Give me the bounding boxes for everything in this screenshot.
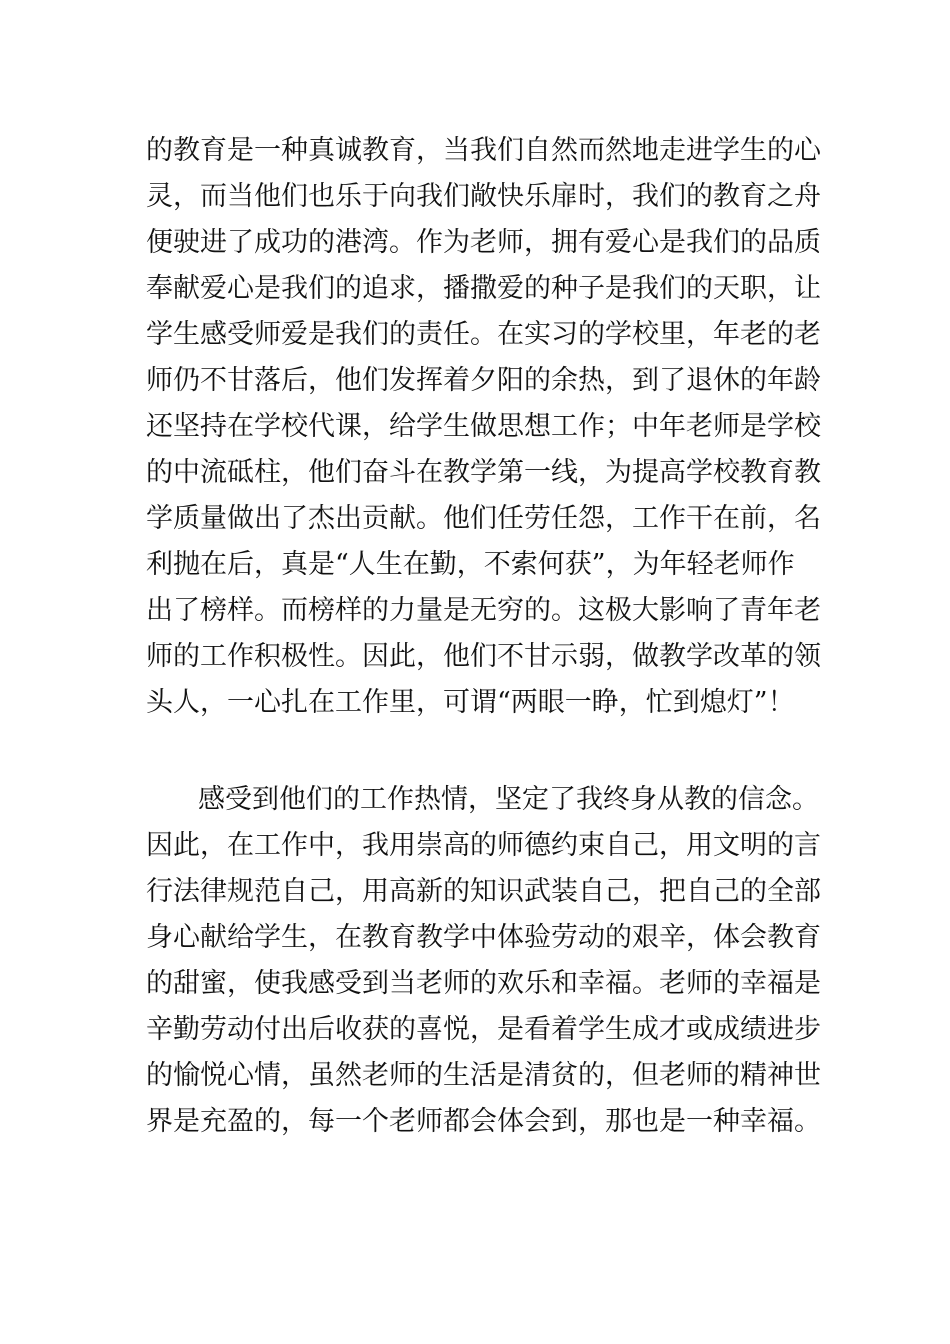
paragraph-line: 利抛在后，真是“人生在勤，不索何获”，为年轻老师作 xyxy=(146,549,795,580)
paragraph-line: 奉献爱心是我们的追求，播撒爱的种子是我们的天职，让 xyxy=(146,273,821,304)
paragraph-line: 因此，在工作中，我用崇高的师德约束自己，用文明的言 xyxy=(146,830,821,861)
paragraph-line: 头人，一心扎在工作里，可谓“两眼一睁，忙到熄灯”！ xyxy=(146,687,795,718)
paragraph-line: 师的工作积极性。因此，他们不甘示弱，做教学改革的领 xyxy=(146,641,821,672)
paragraph-line: 界是充盈的，每一个老师都会体会到，那也是一种幸福。 xyxy=(146,1106,821,1137)
paragraph-line: 师仍不甘落后，他们发挥着夕阳的余热，到了退休的年龄 xyxy=(146,365,821,396)
paragraph-line: 学质量做出了杰出贡献。他们任劳任怨，工作干在前，名 xyxy=(146,503,821,534)
paragraph-line: 还坚持在学校代课，给学生做思想工作；中年老师是学校 xyxy=(146,411,821,442)
paragraph-line: 出了榜样。而榜样的力量是无穷的。这极大影响了青年老 xyxy=(146,595,821,626)
paragraph-line: 的中流砥柱，他们奋斗在教学第一线，为提高学校教育教 xyxy=(146,457,821,488)
paragraph-line: 便驶进了成功的港湾。作为老师，拥有爱心是我们的品质 xyxy=(146,227,821,258)
paragraph-line: 身心献给学生，在教育教学中体验劳动的艰辛，体会教育 xyxy=(146,922,821,953)
paragraph-line: 辛勤劳动付出后收获的喜悦，是看着学生成才或成绩进步 xyxy=(146,1014,821,1045)
paragraph-line: 的教育是一种真诚教育，当我们自然而然地走进学生的心 xyxy=(146,135,821,166)
paragraph-line: 的甜蜜，使我感受到当老师的欢乐和幸福。老师的幸福是 xyxy=(146,968,821,999)
paragraph-line: 的愉悦心情，虽然老师的生活是清贫的，但老师的精神世 xyxy=(146,1060,821,1091)
paragraph-line: 灵，而当他们也乐于向我们敞快乐扉时，我们的教育之舟 xyxy=(146,181,821,212)
paragraph-line: 感受到他们的工作热情，坚定了我终身从教的信念。 xyxy=(198,784,819,815)
paragraph-line: 行法律规范自己，用高新的知识武装自己，把自己的全部 xyxy=(146,876,821,907)
paragraph-line: 学生感受师爱是我们的责任。在实习的学校里，年老的老 xyxy=(146,319,821,350)
